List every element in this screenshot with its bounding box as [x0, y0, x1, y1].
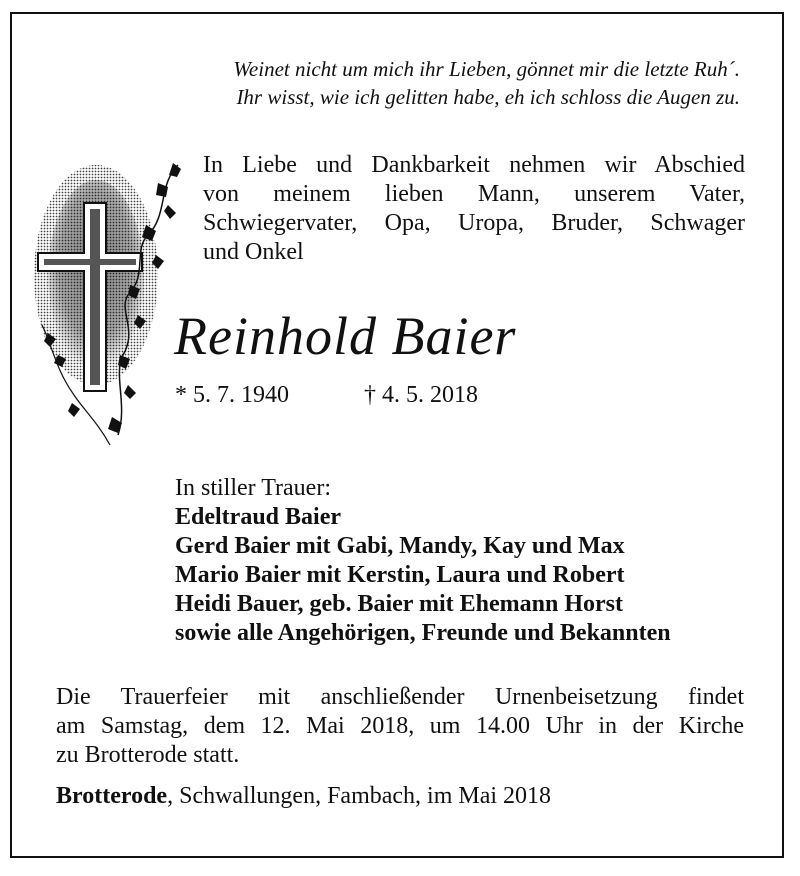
intro-line-2: von meinem lieben Mann, unserem Vater,	[203, 181, 745, 207]
death-date: † 4. 5. 2018	[364, 382, 478, 408]
mourner-name: Mario Baier mit Kerstin, Laura und Robert	[175, 562, 625, 588]
memorial-quote	[100, 55, 740, 111]
funeral-line-1: Die Trauerfeier mit anschließender Urnenbeisetzung findet	[56, 684, 744, 710]
mourners-label: In stiller Trauer:	[175, 475, 331, 501]
mourners-block	[175, 474, 671, 648]
funeral-details	[56, 683, 744, 770]
birth-date: * 5. 7. 1940	[175, 382, 289, 408]
funeral-line-3: zu Brotterode statt.	[56, 742, 240, 768]
mourner-name: Heidi Bauer, geb. Baier mit Ehemann Horst	[175, 591, 624, 617]
place-rest: , Schwallungen, Fambach, im Mai 2018	[167, 783, 552, 809]
place-date-line	[56, 783, 551, 810]
mourner-name: sowie alle Angehörigen, Freunde und Bekannten	[175, 620, 671, 646]
mourner-name: Gerd Baier mit Gabi, Mandy, Kay und Max	[175, 533, 625, 559]
farewell-intro	[203, 151, 745, 267]
intro-line-1: In Liebe und Dankbarkeit nehmen wir Abschied	[203, 152, 745, 178]
cross-with-ivy-icon	[28, 155, 188, 455]
quote-line-1: Weinet nicht um mich ihr Lieben, gönnet mir die letzte Ruh´.	[233, 57, 740, 81]
intro-line-3: Schwiegervater, Opa, Uropa, Bruder, Schwager	[203, 210, 745, 236]
intro-line-4: und Onkel	[203, 239, 304, 265]
deceased-name: Reinhold Baier	[174, 306, 517, 366]
mourner-name: Edeltraud Baier	[175, 504, 341, 530]
funeral-line-2: am Samstag, dem 12. Mai 2018, um 14.00 Uhr in der Kirche	[56, 713, 744, 739]
place-bold: Brotterode	[56, 783, 168, 809]
quote-line-2: Ihr wisst, wie ich gelitten habe, eh ich schloss die Augen zu.	[236, 85, 740, 109]
